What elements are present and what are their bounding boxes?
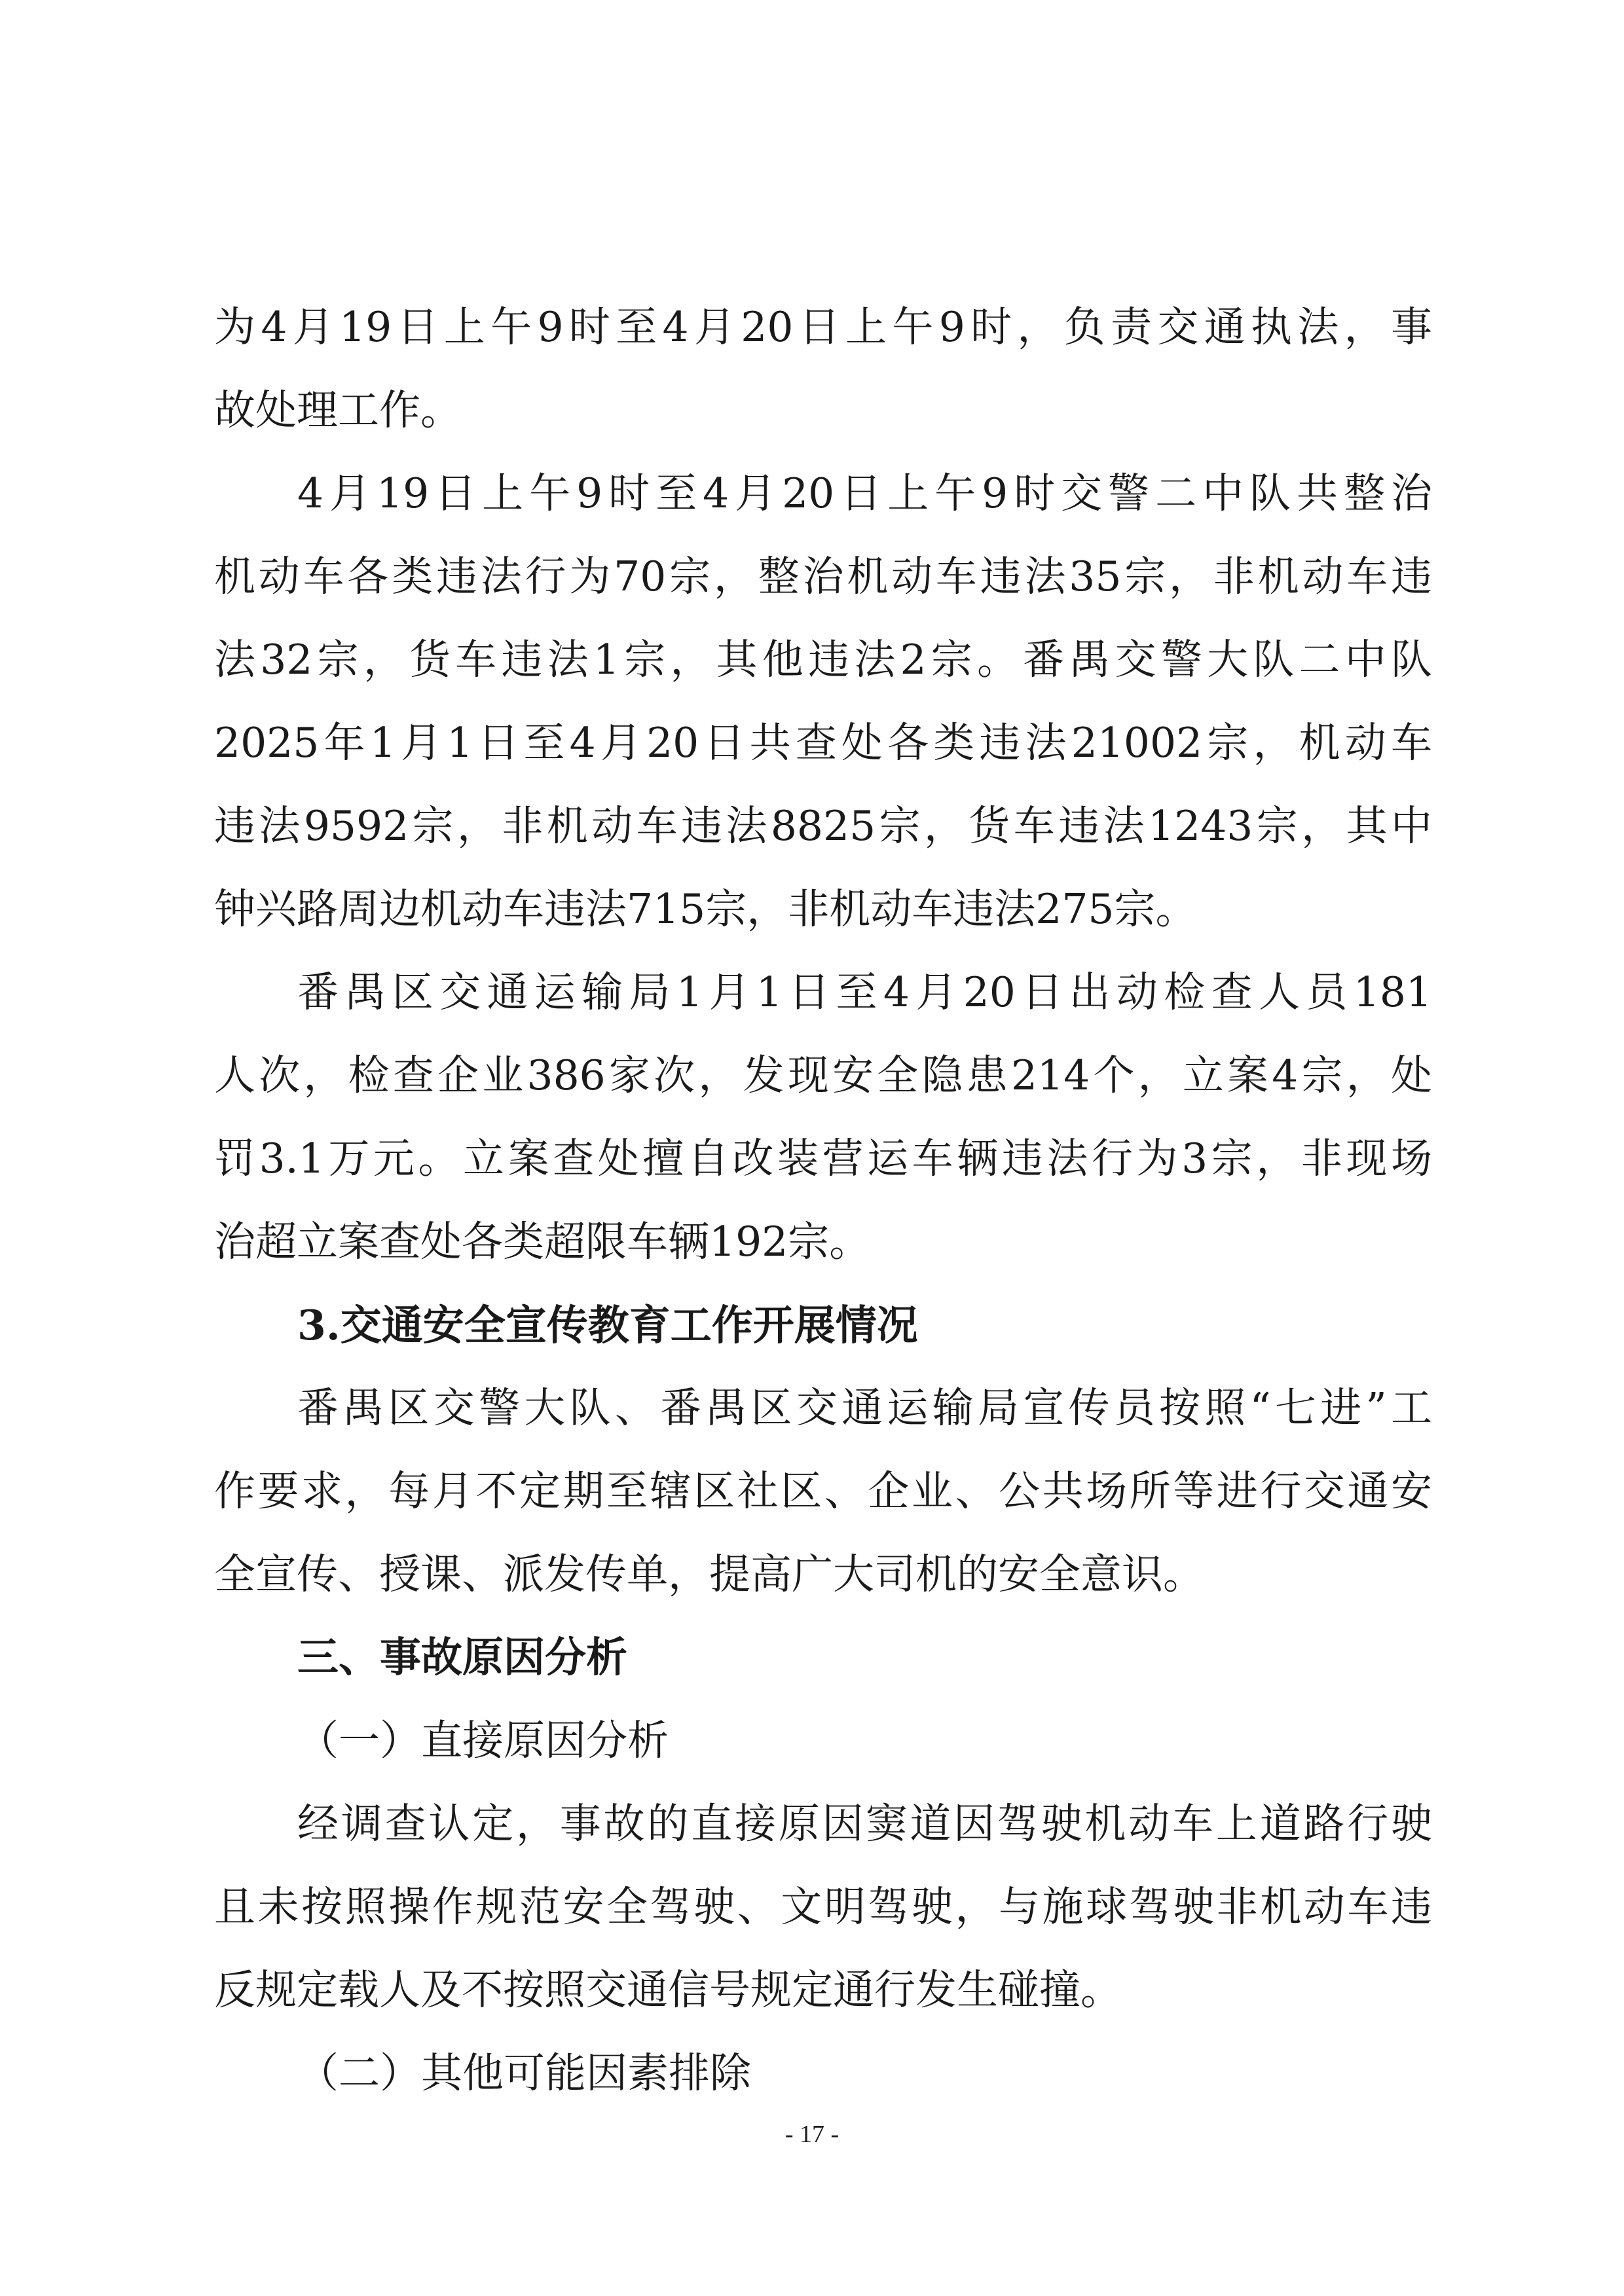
paragraph-line: 故处理工作。 (214, 386, 462, 434)
section-heading: 三、事故原因分析 (297, 1633, 627, 1681)
paragraph-line: 治超立案查处各类超限车辆192宗。 (214, 1218, 871, 1266)
paragraph-line: 全宣传、授课、派发传单，提高广大司机的安全意识。 (214, 1550, 1204, 1598)
paragraph-line: 为4月19日上午9时至4月20日上午9时，负责交通执法，事 (214, 303, 1432, 351)
paragraph-line: 番禺区交警大队、番禺区交通运输局宣传员按照“七进”工 (297, 1384, 1432, 1432)
paragraph-line: 钟兴路周边机动车违法715宗，非机动车违法275宗。 (214, 885, 1197, 933)
paragraph-line: 番禺区交通运输局1月1日至4月20日出动检查人员181 (297, 968, 1432, 1016)
paragraph-line: 4月19日上午9时至4月20日上午9时交警二中队共整治 (297, 469, 1432, 517)
paragraph-line: 罚3.1万元。立案查处擅自改装营运车辆违法行为3宗，非现场 (214, 1135, 1432, 1182)
paragraph-line: 反规定载人及不按照交通信号规定通行发生碰撞。 (214, 1966, 1122, 2014)
paragraph-line: 且未按照操作规范安全驾驶、文明驾驶，与施球驾驶非机动车违 (214, 1883, 1432, 1931)
subsection-heading: （二）其他可能因素排除 (297, 2049, 751, 2097)
paragraph-line: 人次，检查企业386家次，发现安全隐患214个，立案4宗，处 (214, 1051, 1432, 1099)
paragraph-line: 机动车各类违法行为70宗，整治机动车违法35宗，非机动车违 (214, 553, 1432, 600)
paragraph-line: 违法9592宗，非机动车违法8825宗，货车违法1243宗，其中 (214, 802, 1432, 850)
page-number: - 17 - (784, 2121, 840, 2148)
paragraph-line: 法32宗，货车违法1宗，其他违法2宗。番禺交警大队二中队 (214, 636, 1432, 683)
paragraph-line: 经调查认定，事故的直接原因窦道因驾驶机动车上道路行驶 (297, 1800, 1432, 1848)
subsection-heading: （一）直接原因分析 (297, 1717, 669, 1764)
section-heading: 3.交通安全宣传教育工作开展情况 (297, 1301, 918, 1349)
paragraph-line: 2025年1月1日至4月20日共查处各类违法21002宗，机动车 (214, 719, 1432, 767)
paragraph-line: 作要求，每月不定期至辖区社区、企业、公共场所等进行交通安 (214, 1467, 1432, 1515)
